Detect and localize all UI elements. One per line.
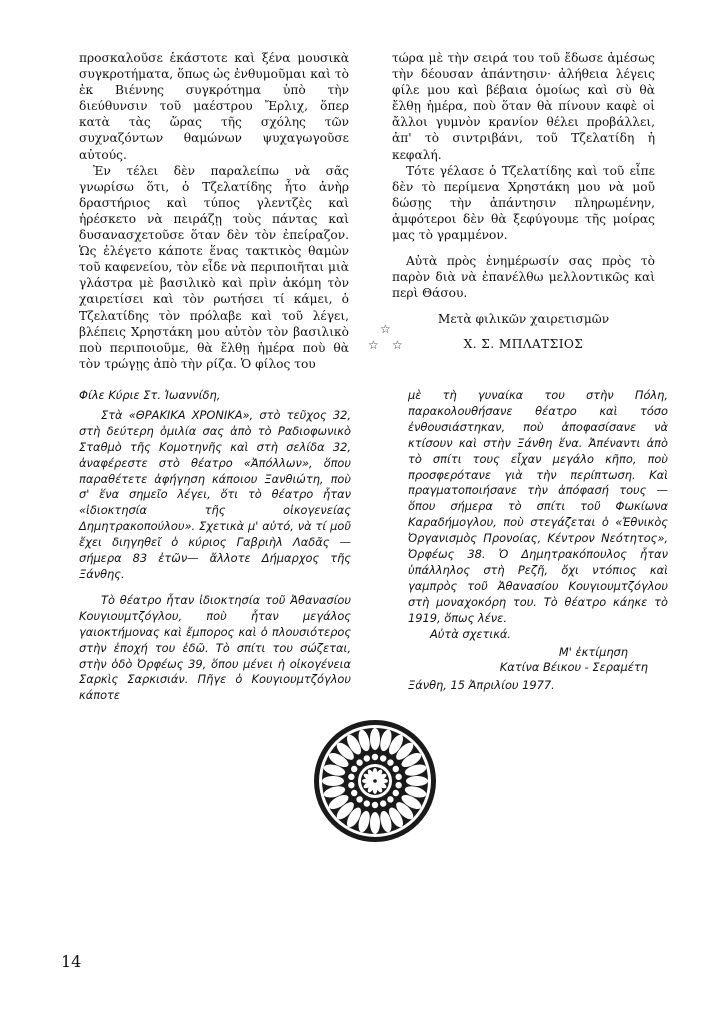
paragraph: Ἐν τέλει δὲν παραλείπω νὰ σᾶς γνωρίσω ὅτι, ὁ Τζελατίδης ἦτο ἀνὴρ δραστήριος καὶ τύπος γλεντζὲς καὶ ἠρέσκετο νὰ πειράζῃ τοὺς πάντας καὶ δυσανασχετοῦσε ὅταν δὲν τὸν ἐπείραζον. Ὡς ἐλέγετο κάποτε ἕνας τακτικὸς θαμὼν τοῦ καφενείου, τὸν εἶδε νὰ περιποιῆται μιὰ γλάστρα μὲ βασιλικὸ καὶ πρὶν ἀκόμη τὸν χαιρετίσει καὶ τὸν ρωτήσει τί κάμει, ὁ Τζελατίδης τὸν πρόλαβε καὶ τοῦ λέγει, βλέπεις Χρηστάκη μου αὐτὸν τὸν βασιλικὸ ποὺ περιποιοῦμε, θὰ ἔλθῃ ἡμέρα ποὺ θὰ τὸν τρώγῃς ἀπὸ τὴν ρίζα. Ὁ φίλος του [79, 163, 349, 371]
rosette-ornament-icon [312, 718, 438, 844]
paragraph: Στὰ «ΘΡΑΚΙΚΑ ΧΡΟΝΙΚΑ», στὸ τεῦχος 32, στὴ δεύτερη ὁμιλία σας ἀπὸ τὸ Ραδιοφωνικὸ Σταθμὸ τῆς Κομοτηνῆς καὶ στὴ σελίδα 32, ἀναφέρεστε στὸ θέατρο «Ἀπόλλων», ὅπου παραθέτετε ἀφήγηση κάποιου Ξανθιώτη, ποὺ σ' ἕνα σημεῖο λέγει, ὅτι τὸ θέατρο ἦταν «ἰδιοκτησία τῆς οἰκογενείας Δημητρακοπούλου». Σχετικὰ μ' αὐτό, νὰ τί μοῦ ἔχει διηγηθεῖ ὁ κύριος Γαβριὴλ Λαδᾶς —σήμερα 83 ἐτῶν— ἄλλοτε Δήμαρχος τῆς Ξάνθης. [79, 407, 351, 581]
salutation: Φίλε Κύριε Στ. Ἰωαννίδη, [79, 388, 221, 402]
paragraph: προσκαλοῦσε ἑκάστοτε καὶ ξένα μουσικὰ συγκροτήματα, ὅπως ὡς ἐνθυμοῦμαι καὶ τὸ ἐκ Βιέννης συγκρότημα ὑπὸ τὴν διεύθυνσιν τοῦ μαέστρου Ἔρλιχ, ὅπερ κατὰ τὰς ὥρας τῆς σχόλης τῶν συχναζόντων θαμώνων ψυχαγωγοῦσε αὐτούς. [79, 51, 349, 162]
paragraph: μὲ τὴ γυναίκα του στὴν Πόλη, παρακολουθήσανε θέατρο καὶ τόσο ἐνθουσιάστηκαν, ποὺ ἀποφασίσανε νὰ κτίσουν καὶ στὴν Ξάνθη ἕνα. Ἀπέναντι ἀπὸ τὸ σπίτι τους εἶχαν μεγάλο κῆπο, ποὺ προσφερότανε γιὰ τὴν περίπτωση. Καὶ πραγματοποιήσανε τὴν ἀπόφασή τους —ὅπου σήμερα τὸ σπίτι τοῦ Φωκίωνα Καραδήμογλου, ποὺ στεγάζεται ὁ «Ἐθνικὸς Ὀργανισμὸς Προνοίας, Κέντρον Νεότητος», Ὀρφέως 38. Ὁ Δημητρακόπουλος ἦταν ὑπάλληλος στὴ Ρεζῆ, ὄχι ντόπιος καὶ γαμπρὸς τοῦ Ἀθανασίου Κουγιουμτζόγλου στὴ μοναχοκόρη του. Τὸ θέατρο κάηκε τὸ 1919, ὅπως λένε. [408, 388, 668, 625]
paragraph: Τὸ θέατρο ἦταν ἰδιοκτησία τοῦ Ἀθανασίου Κουγιουμτζόγλου, ποὺ ἦταν μεγάλος γαιοκτήμονας καὶ ἔμπορος καὶ ὁ πλουσιότερος στὴν ἐποχή του ἐδῶ. Τὸ σπίτι του σώζεται, στὴν ὁδὸ Ὀρφέως 39, ὅπου μένει ἡ οἰκογένεια Σαρκὶς Σαρκισιάν. Πῆγε ὁ Κουγιουμτζόγλου κάποτε [79, 592, 351, 703]
place-date: Ξάνθη, 15 Ἀπριλίου 1977. [408, 678, 555, 693]
paragraph: Τότε γέλασε ὁ Τζελατίδης καὶ τοῦ εἶπε δὲν τὸ περίμενα Χρηστάκη μου νὰ μοῦ δώσῃς τὴν ἀπάντησιν πληρωμένην, ἀμφότεροι δὲν θὰ ξεφύγουμε τῆς μοίρας μας τὸ γραμμένον. [392, 163, 655, 243]
page-number: 14 [61, 952, 82, 971]
author-signature: Κατίνα Βέικου - Σεραμέτη [499, 660, 648, 675]
letter-column-left [79, 388, 351, 704]
author-signature: Χ. Σ. ΜΠΛΑΤΣΙΟΣ [463, 336, 584, 351]
letter-column-right [408, 388, 668, 694]
paragraph: τώρα μὲ τὴν σειρά του τοῦ ἔδωσε ἀμέσως τὴν δέουσαν ἀπάντησιν· ἀλήθεια λέγεις φίλε μου καὶ βέβαια ὁμοίως καὶ σὺ θὰ ἔλθῃ ἡμέρα, ποὺ ὅταν θὰ πίνουν καφὲ οἱ ἄλλοι γυμνὸν κρανίον θέλει προβάλλει, ἀπ' τὸ σιντριβάνι, τοῦ Τζελατίδη ἡ κεφαλή. [392, 51, 655, 162]
article-column-right [392, 50, 655, 352]
three-stars-icon: ☆ ☆ ☆ [368, 322, 403, 352]
paragraph: Αὐτὰ σχετικά. [430, 626, 512, 641]
closing-greeting: Μ' ἐκτίμηση [558, 644, 628, 659]
article-column-left [79, 50, 349, 372]
closing-greeting: Μετὰ φιλικῶν χαιρετισμῶν [437, 312, 610, 327]
paragraph: Αὐτὰ πρὸς ἐνημέρωσίν σας πρὸς τὸ παρὸν διὰ νὰ ἐπανέλθω μελλοντικῶς καὶ περὶ Θάσου. [392, 254, 655, 301]
